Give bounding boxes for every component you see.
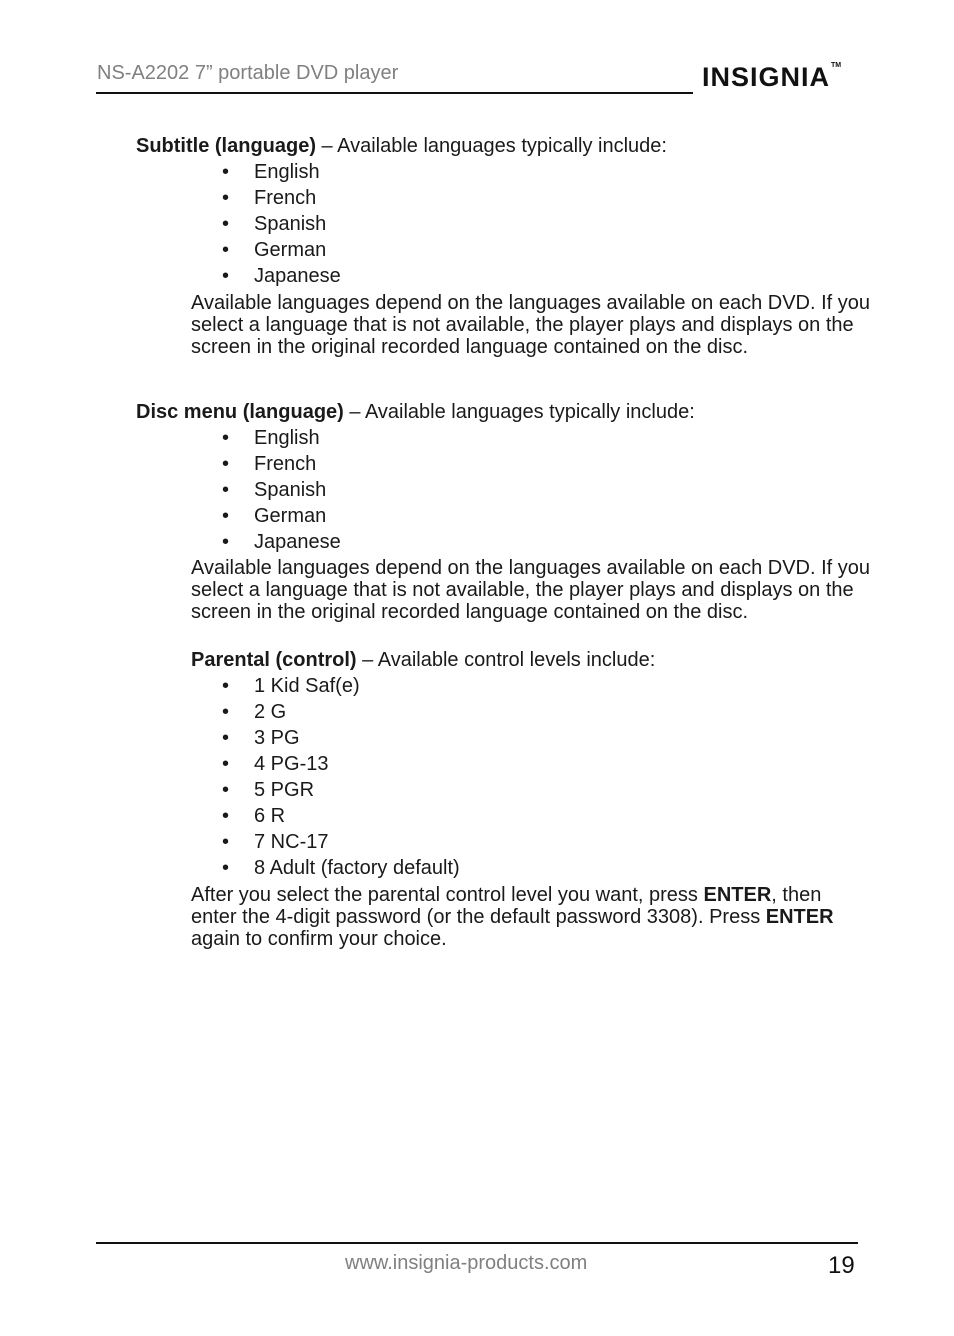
footer-divider — [96, 1242, 858, 1244]
insignia-logo — [702, 62, 841, 93]
subtitle-heading — [136, 135, 667, 157]
parental-desc: – Available control levels include: — [356, 649, 656, 671]
list-item: • Spanish — [222, 479, 327, 501]
bullet-icon: • — [222, 479, 230, 501]
list-item: • 3 PG — [222, 727, 300, 749]
list-item: • 8 Adult (factory default) — [222, 857, 460, 879]
subtitle-note: Available languages depend on the languages available on each DVD. If you select a language that is not available, the player plays and displays on the screen in the original recorded language contained on the disc. — [191, 292, 871, 358]
list-item: • French — [222, 187, 317, 209]
subtitle-language-list — [222, 159, 341, 289]
bullet-icon: • — [222, 857, 230, 879]
footer-url: www.insignia-products.com — [345, 1252, 588, 1274]
bullet-icon: • — [222, 505, 230, 527]
bullet-icon: • — [222, 753, 230, 775]
list-item: • 1 Kid Saf(e) — [222, 675, 360, 697]
bullet-icon: • — [222, 265, 230, 287]
bullet-icon: • — [222, 427, 230, 449]
bullet-icon: • — [222, 831, 230, 853]
header-title: NS-A2202 7” portable DVD player — [97, 62, 399, 84]
list-item: • 4 PG-13 — [222, 753, 329, 775]
list-item: • English — [222, 161, 320, 183]
bullet-icon: • — [222, 675, 230, 697]
bullet-icon: • — [222, 531, 230, 553]
bullet-icon: • — [222, 161, 230, 183]
enter-key-label: ENTER — [703, 884, 772, 906]
disc-menu-note: Available languages depend on the languages available on each DVD. If you select a language that is not available, the player plays and displays on the screen in the original recorded language contained on the disc. — [191, 557, 871, 623]
bullet-icon: • — [222, 779, 230, 801]
disc-menu-term: Disc menu (language) — [136, 401, 344, 423]
list-item: • 5 PGR — [222, 779, 315, 801]
bullet-icon: • — [222, 239, 230, 261]
list-item: • German — [222, 505, 327, 527]
list-item: • Japanese — [222, 265, 341, 287]
bullet-icon: • — [222, 701, 230, 723]
list-item: • Spanish — [222, 213, 327, 235]
list-item: • 2 G — [222, 701, 287, 723]
parental-term: Parental (control) — [191, 649, 357, 671]
list-item: • German — [222, 239, 327, 261]
list-item: • Japanese — [222, 531, 341, 553]
enter-key-label: ENTER — [765, 906, 834, 928]
parental-level-list — [222, 673, 460, 881]
bullet-icon: • — [222, 453, 230, 475]
logo-trademark: TM — [831, 62, 842, 69]
parental-note: After you select the parental control level you want, press ENTER, then enter the 4-digit password (or the default password 3308). Press ENTER again to confirm your choice. — [191, 884, 834, 950]
list-item: • English — [222, 427, 320, 449]
bullet-icon: • — [222, 805, 230, 827]
subtitle-desc: – Available languages typically include: — [316, 135, 667, 157]
page-number: 19 — [828, 1252, 855, 1279]
subtitle-term: Subtitle (language) — [136, 135, 316, 157]
list-item: • French — [222, 453, 317, 475]
disc-menu-heading — [136, 401, 695, 423]
list-item: • 7 NC-17 — [222, 831, 329, 853]
logo-text: INSIGNIA — [702, 62, 831, 92]
disc-menu-desc: – Available languages typically include: — [343, 401, 695, 423]
parental-heading — [191, 649, 655, 671]
bullet-icon: • — [222, 727, 230, 749]
bullet-icon: • — [222, 213, 230, 235]
header-divider — [96, 92, 693, 94]
bullet-icon: • — [222, 187, 230, 209]
list-item: • 6 R — [222, 805, 286, 827]
disc-menu-language-list — [222, 425, 341, 555]
